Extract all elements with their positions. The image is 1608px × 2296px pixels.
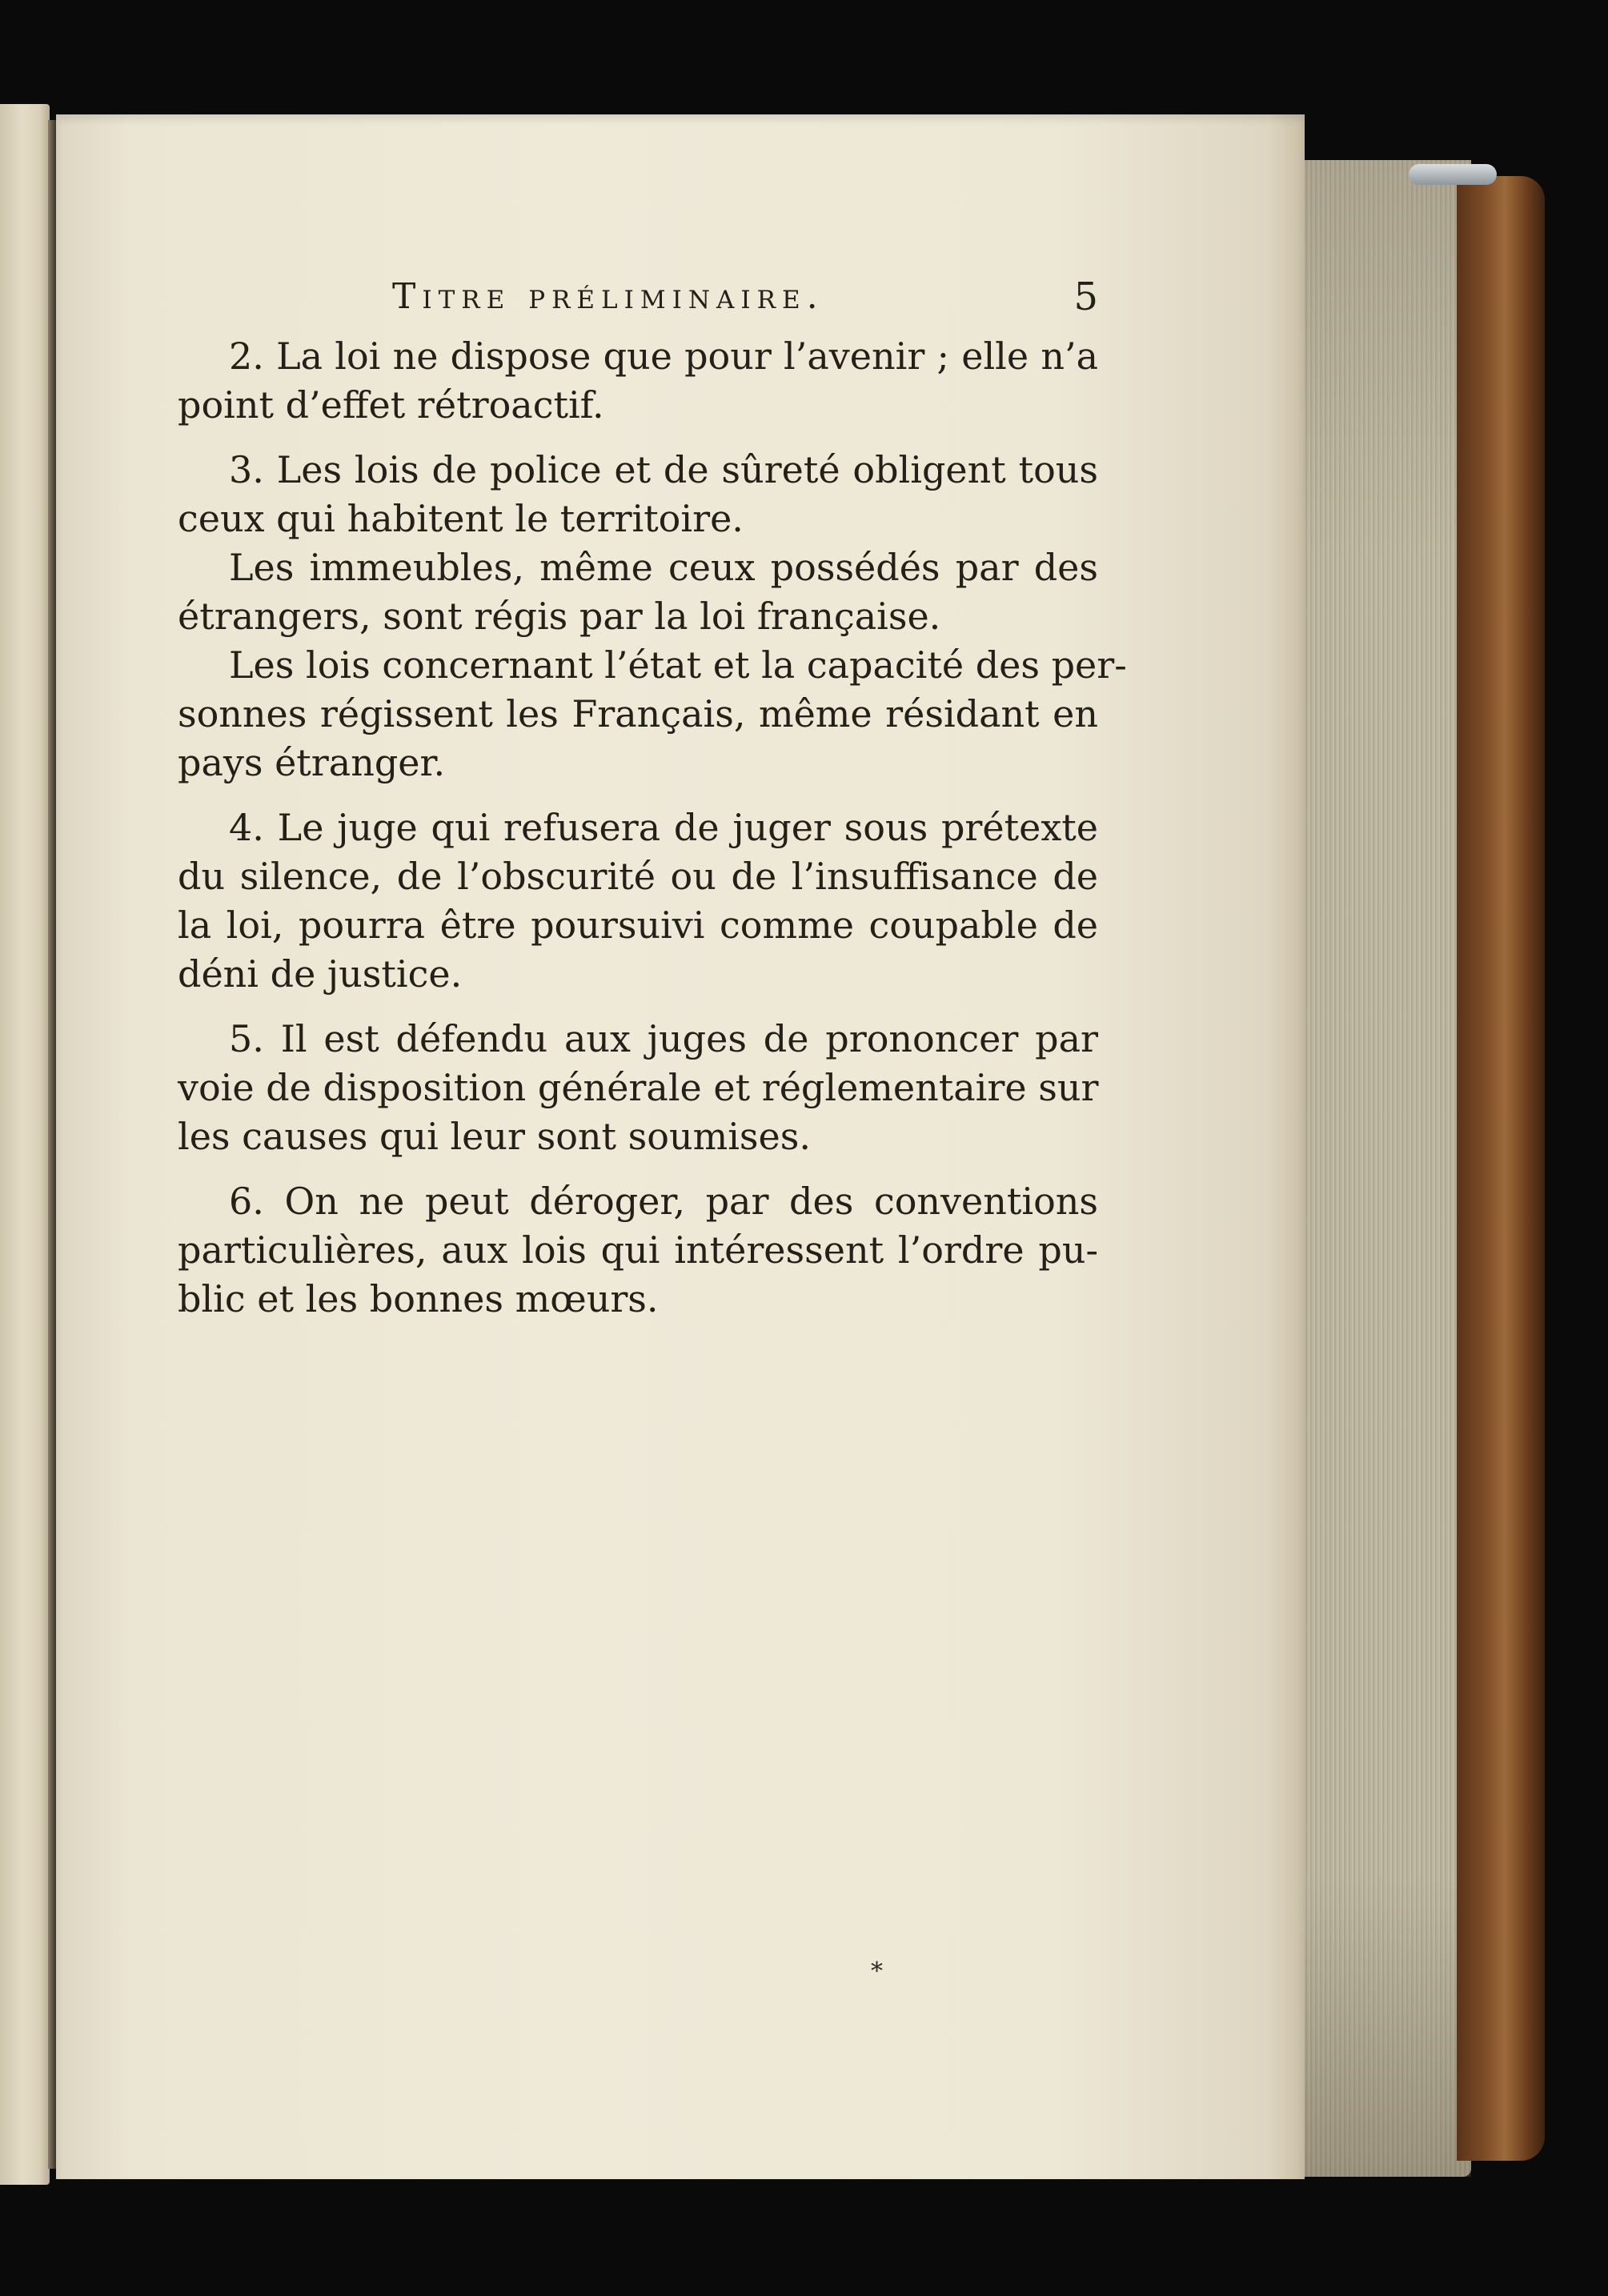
running-head	[178, 276, 1098, 332]
text-line: du silence, de l’obscurité ou de l’insuffisance de	[178, 855, 1098, 898]
text-line: sonnes régissent les Français, même résidant en	[178, 692, 1098, 735]
text-line: 4. Le juge qui refusera de juger sous prétexte	[229, 806, 1098, 849]
article-3-etat-capacite	[178, 641, 1127, 787]
text-line: blic et les bonnes mœurs.	[178, 1277, 659, 1320]
text-line: 2. La loi ne dispose que pour l’avenir ; elle n’a	[229, 335, 1098, 378]
article-6	[178, 1177, 1098, 1324]
text-line: pays étranger.	[178, 741, 446, 784]
article-2	[178, 332, 1098, 430]
article-3-immeubles	[178, 543, 1098, 641]
text-line: Les lois concernant l’état et la capacité des per-	[229, 643, 1127, 687]
running-title: Titre préliminaire.	[392, 276, 824, 317]
text-line: 6. On ne peut déroger, par des conventions	[229, 1180, 1098, 1223]
text-line: déni de justice.	[178, 952, 463, 996]
leather-cover	[1457, 176, 1545, 2161]
text-line: Les immeubles, même ceux possédés par des	[229, 546, 1098, 589]
text-line: 3. Les lois de police et de sûreté obligent tous	[229, 448, 1098, 491]
text-line: la loi, pourra être poursuivi comme coupable de	[178, 904, 1098, 947]
text-line: voie de disposition générale et réglementaire sur	[178, 1066, 1099, 1109]
text-line: ceux qui habitent le territoire.	[178, 497, 744, 540]
text-line: les causes qui leur sont soumises.	[178, 1115, 811, 1158]
article-5	[178, 1015, 1098, 1161]
text-line: 5. Il est défendu aux juges de prononcer par	[229, 1017, 1098, 1060]
gutter-shadow	[48, 120, 56, 2169]
article-4	[178, 803, 1098, 999]
text-line: particulières, aux lois qui intéressent l’ordre pu-	[178, 1228, 1098, 1272]
left-page-edge	[0, 104, 50, 2185]
page-text	[178, 274, 1127, 1340]
printer-mark: *	[871, 1957, 883, 1985]
article-3	[178, 446, 1098, 543]
page-number: 5	[1073, 274, 1098, 319]
fore-edge-pages	[1303, 160, 1471, 2177]
metal-clasp	[1409, 164, 1497, 185]
text-line: point d’effet rétroactif.	[178, 383, 604, 427]
text-line: étrangers, sont régis par la loi française.	[178, 595, 941, 638]
